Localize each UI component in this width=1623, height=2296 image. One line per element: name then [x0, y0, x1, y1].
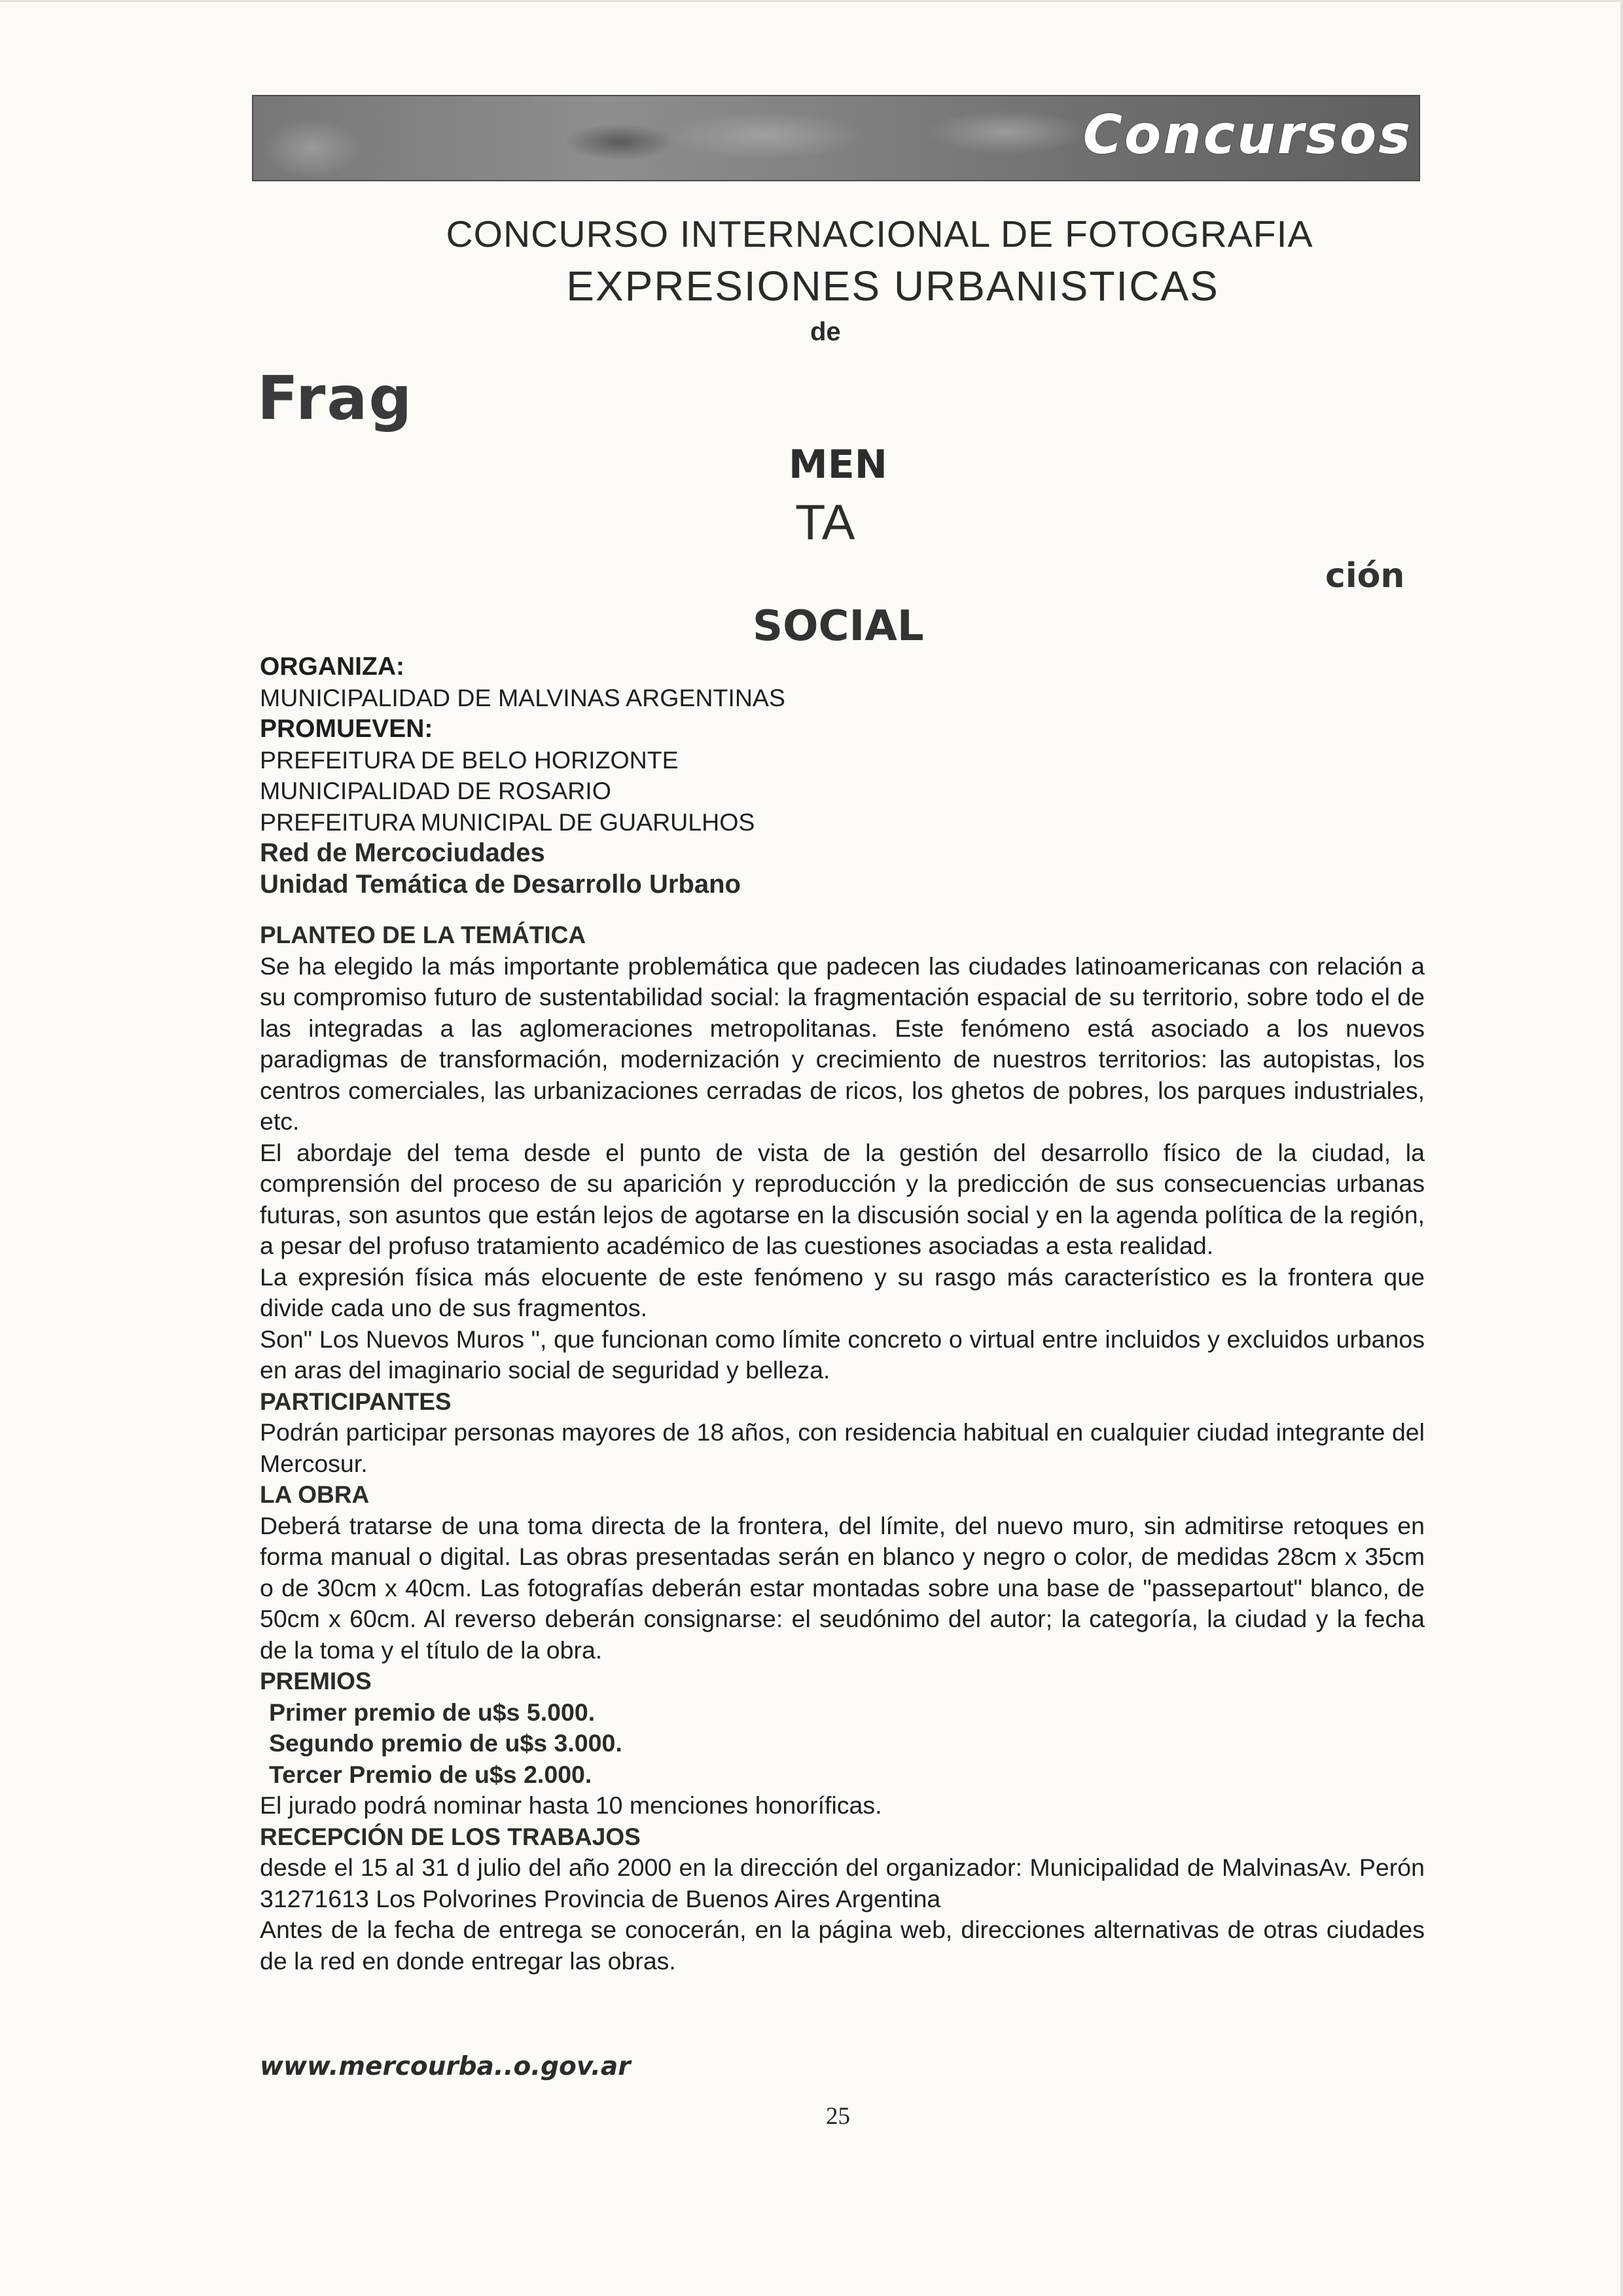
planteo-paragraph: Se ha elegido la más importante problemática que padecen las ciudades latinoamericanas con relación a su compromiso futuro de sustentabilidad social: la fragmentación espacial de su territorio, sobre todo el de las integradas a las aglomeraciones metropolitanas. Este fenómeno está asociado a los nuevos paradigmas de transformación, modernización y crecimiento de nuestros territorios: las autopistas, los centros comerciales, las urbanizaciones cerradas de ricos, los ghetos de pobres, los parques industriales, etc. [260, 952, 1425, 1135]
planteo-paragraph: Son" Los Nuevos Muros ", que funcionan como límite concreto o virtual entre incluidos y excluidos urbanos en aras del imaginario social de seguridad y belleza. [260, 1325, 1425, 1384]
premios-note: El jurado podrá nominar hasta 10 menciones honoríficas. [260, 1791, 882, 1819]
organiza-value: MUNICIPALIDAD DE MALVINAS ARGENTINAS [260, 683, 785, 711]
planteo-heading: PLANTEO DE LA TEMÁTICA [260, 922, 586, 948]
promueven-item: PREFEITURA DE BELO HORIZONTE [260, 745, 679, 774]
contest-de: de [810, 317, 841, 346]
page-number: 25 [826, 2103, 850, 2130]
promueven-item: MUNICIPALIDAD DE ROSARIO [260, 777, 611, 804]
title-word-cion: ción [1325, 556, 1405, 596]
promueven-item: PREFEITURA MUNICIPAL DE GUARULHOS [260, 808, 755, 836]
banner-title: Concursos [1082, 104, 1412, 166]
organiza-label: ORGANIZA: [260, 653, 404, 681]
recepcion-heading: RECEPCIÓN DE LOS TRABAJOS [260, 1823, 641, 1850]
planteo-paragraph: El abordaje del tema desde el punto de vista de la gestión del desarrollo físico de la ciudad, la comprensión del proceso de su aparición y reproducción y la predicción de sus consecuencias urbanas futuras, son asuntos que están lejos de agotarse en la discusión social y en la agenda política de la región, a pesar del profuso tratamiento académico de las cuestiones asociadas a esta realidad. [260, 1138, 1425, 1259]
prize-item: Segundo premio de u$s 3.000. [269, 1729, 622, 1757]
planteo-paragraph: La expresión física más elocuente de este fenómeno y su rasgo más característico es la frontera que divide cada uno de sus fragmentos. [260, 1263, 1425, 1321]
prize-item: Primer premio de u$s 5.000. [269, 1698, 596, 1726]
premios-heading: PREMIOS [260, 1668, 372, 1695]
title-word-men: MEN [789, 442, 887, 488]
website-link[interactable]: www.mercourba..o.gov.ar [260, 2052, 631, 2081]
unidad-tematica: Unidad Temática de Desarrollo Urbano [260, 869, 741, 899]
title-word-frag: Frag [257, 363, 414, 433]
title-word-ta: TA [795, 495, 855, 550]
contest-title: CONCURSO INTERNACIONAL DE FOTOGRAFIA [446, 213, 1313, 255]
recepcion-text: desde el 15 al 31 d julio del año 2000 en la dirección del organizador: Municipalidad de MalvinasAv. Perón 31271613 Los Polvorines Provincia de Buenos Aires Argentina [260, 1854, 1425, 1912]
obra-heading: LA OBRA [260, 1481, 370, 1508]
participantes-heading: PARTICIPANTES [260, 1388, 452, 1415]
title-word-social: SOCIAL [753, 602, 924, 651]
section-banner [252, 95, 1420, 181]
contest-subtitle: EXPRESIONES URBANISTICAS [566, 262, 1219, 310]
recepcion-text: Antes de la fecha de entrega se conocerán, en la página web, direcciones alternativas de otras ciudades de la red en donde entregar las obras. [260, 1916, 1425, 1975]
document-body [260, 651, 1425, 1977]
prize-item: Tercer Premio de u$s 2.000. [269, 1760, 592, 1788]
promueven-label: PROMUEVEN: [260, 715, 433, 743]
red-mercociudades: Red de Mercociudades [260, 838, 545, 867]
obra-text: Deberá tratarse de una toma directa de la frontera, del límite, del nuevo muro, sin admitirse retoques en forma manual o digital. Las obras presentadas serán en blanco y negro o color, de medidas 28cm x 35cm o de 30cm x 40cm. Las fotografías deberán estar montadas sobre una base de "passepartout" blanco, de 50cm x 60cm. Al reverso deberán consignarse: el seudónimo del autor; la categoría, la ciudad y la fecha de la toma y el título de la obra. [260, 1511, 1425, 1664]
participantes-text: Podrán participar personas mayores de 18 años, con residencia habitual en cualquier ciudad integrante del Mercosur. [260, 1418, 1425, 1477]
